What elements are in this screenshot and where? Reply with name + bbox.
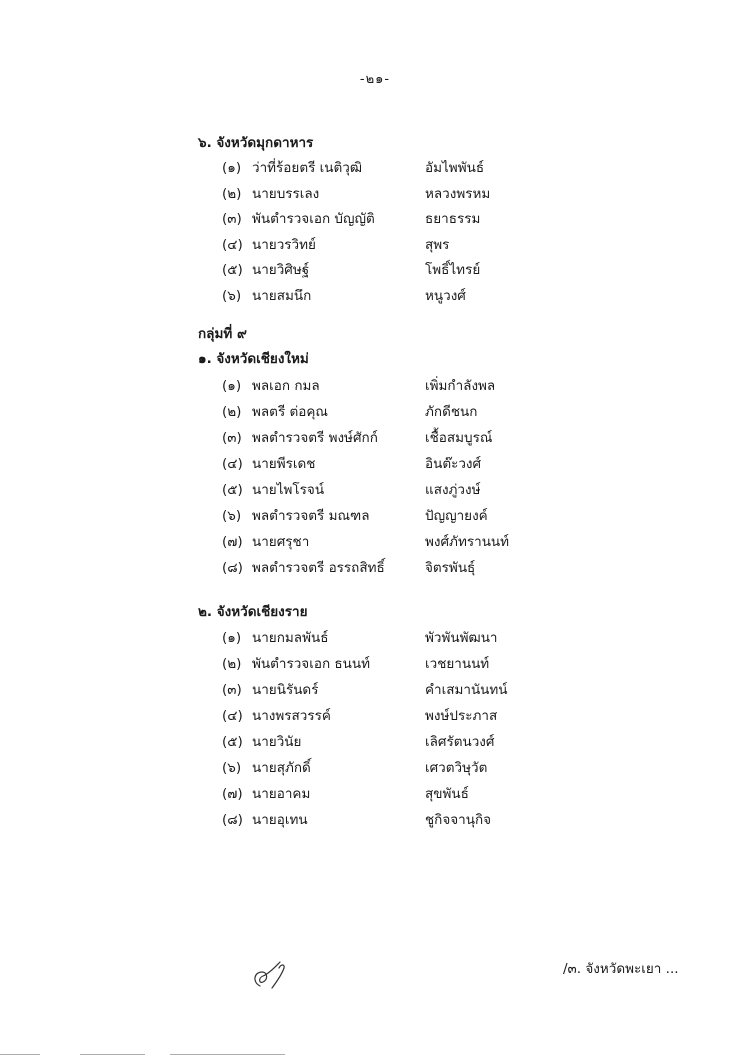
person-name: พลตำรวจตรี มณฑล bbox=[252, 508, 370, 524]
person-surname: พงษ์ประภาส bbox=[425, 708, 498, 724]
person-surname: เศวตวิษุวัต bbox=[425, 760, 488, 776]
item-index: (๔) bbox=[222, 236, 243, 253]
person-name: นายอุเทน bbox=[252, 812, 308, 828]
person-surname: สุขพันธ์ bbox=[425, 786, 469, 802]
person-name: นายสมนึก bbox=[252, 287, 312, 304]
item-index: (๗) bbox=[222, 534, 243, 550]
person-name: พันตำรวจเอก ธนนท์ bbox=[252, 656, 370, 672]
item-index: (๖) bbox=[222, 287, 242, 304]
person-surname: พงศ์ภัทรานนท์ bbox=[425, 534, 510, 550]
person-name: พลตำรวจตรี พงษ์ศักก์ bbox=[252, 430, 378, 446]
person-name: นายอาคม bbox=[252, 786, 311, 802]
item-index: (๑) bbox=[222, 160, 242, 176]
person-name: นายศรุชา bbox=[252, 534, 310, 550]
item-index: (๑) bbox=[222, 378, 242, 394]
person-surname: ภักดีชนก bbox=[425, 404, 478, 420]
section-chiangmai-heading: ๑. จังหวัดเชียงใหม่ bbox=[198, 351, 309, 367]
item-index: (๒) bbox=[222, 185, 242, 202]
scan-edge-line bbox=[170, 1054, 285, 1055]
person-name: ว่าที่ร้อยตรี เนติวุฒิ bbox=[252, 160, 363, 176]
person-name: นายนิรันดร์ bbox=[252, 682, 319, 698]
person-surname: พัวพันพัฒนา bbox=[425, 630, 498, 646]
person-surname: เวชยานนท์ bbox=[425, 656, 490, 672]
item-index: (๗) bbox=[222, 786, 243, 802]
item-index: (๕) bbox=[222, 482, 243, 498]
person-surname: หลวงพรหม bbox=[425, 185, 491, 202]
item-index: (๓) bbox=[222, 682, 242, 698]
item-index: (๘) bbox=[222, 560, 243, 576]
section-mukdahan-heading: ๖. จังหวัดมุกดาหาร bbox=[198, 135, 314, 151]
person-name: นางพรสวรรค์ bbox=[252, 708, 331, 724]
person-name: นายวินัย bbox=[252, 734, 302, 750]
person-surname: แสงภู่วงษ์ bbox=[425, 482, 481, 498]
page-number: -๒๑- bbox=[359, 72, 391, 87]
scan-edge-line bbox=[80, 1054, 145, 1055]
person-name: นายสุภักดิ์ bbox=[252, 760, 311, 776]
person-name: พลเอก กมล bbox=[252, 378, 320, 394]
person-name: นายวรวิทย์ bbox=[252, 236, 316, 253]
person-surname: เชื้อสมบูรณ์ bbox=[425, 430, 493, 446]
signature-mark bbox=[250, 958, 290, 992]
person-surname: อินต๊ะวงศ์ bbox=[425, 456, 482, 472]
person-surname: โพธิ์ไทรย์ bbox=[425, 262, 481, 278]
person-name: พันตำรวจเอก บัญญัติ bbox=[252, 211, 375, 227]
person-surname: ธยาธรรม bbox=[425, 211, 481, 227]
person-surname: คำเสมานันทน์ bbox=[425, 682, 508, 698]
group-heading: กลุ่มที่ ๙ bbox=[198, 326, 247, 342]
person-name: พลตำรวจตรี อรรถสิทธิ์ bbox=[252, 560, 385, 576]
person-surname: เลิศรัตนวงศ์ bbox=[425, 734, 495, 750]
person-surname: หนูวงศ์ bbox=[425, 287, 466, 304]
person-name: พลตรี ต่อคุณ bbox=[252, 404, 328, 420]
person-name: นายบรรเลง bbox=[252, 185, 320, 202]
item-index: (๖) bbox=[222, 508, 242, 524]
item-index: (๘) bbox=[222, 812, 243, 828]
person-name: นายไพโรจน์ bbox=[252, 482, 325, 498]
person-surname: อัมไพพันธ์ bbox=[425, 160, 485, 176]
item-index: (๕) bbox=[222, 734, 243, 750]
item-index: (๓) bbox=[222, 211, 242, 227]
scan-edge-line bbox=[0, 1054, 40, 1055]
person-name: นายวิศิษฐ์ bbox=[252, 262, 310, 278]
continuation-note: /๓. จังหวัดพะเยา ... bbox=[563, 961, 679, 977]
section-chiangrai-heading: ๒. จังหวัดเชียงราย bbox=[198, 604, 308, 620]
item-index: (๔) bbox=[222, 708, 243, 724]
item-index: (๓) bbox=[222, 430, 242, 446]
person-surname: ชูกิจจานุกิจ bbox=[425, 812, 492, 828]
item-index: (๕) bbox=[222, 262, 243, 278]
person-surname: จิตรพันธุ์ bbox=[425, 560, 476, 576]
person-name: นายพีรเดช bbox=[252, 456, 316, 472]
person-name: นายกมลพันธ์ bbox=[252, 630, 329, 646]
person-surname: สุพร bbox=[425, 236, 450, 253]
item-index: (๑) bbox=[222, 630, 242, 646]
person-surname: เพิ่มกำลังพล bbox=[425, 378, 496, 394]
item-index: (๒) bbox=[222, 656, 242, 672]
person-surname: ปัญญายงค์ bbox=[425, 508, 488, 524]
item-index: (๔) bbox=[222, 456, 243, 472]
item-index: (๒) bbox=[222, 404, 242, 420]
item-index: (๖) bbox=[222, 760, 242, 776]
